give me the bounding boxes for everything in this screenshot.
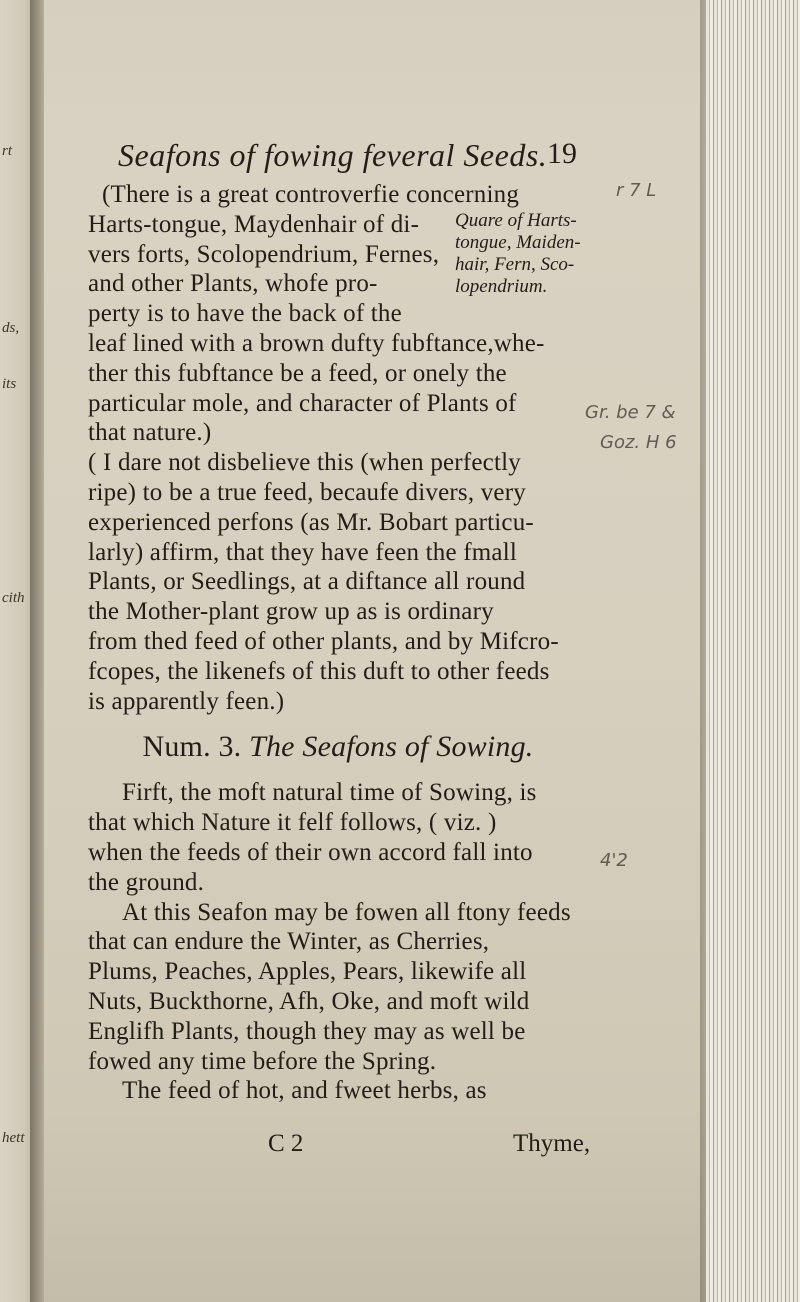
text-line: ripe) to be a true feed, becaufe divers, very [88,478,526,506]
text-line: leaf lined with a brown dufty fubftance,whe- [88,329,545,357]
text-line: the Mother-plant grow up as is ordinary [88,598,494,626]
text-line: perty is to have the back of the [88,300,402,328]
text-line: the ground. [88,868,205,896]
text-line: At this Seafon may be fowen all ftony feeds [122,898,571,926]
handwritten-note: Goz. H 6 [600,432,677,453]
margin-fragment: hett [2,1130,25,1146]
text-line: Englifh Plants, though they may as well be [88,1017,526,1045]
text-line: Nuts, Buckthorne, Afh, Oke, and moft wild [88,987,530,1015]
catchword: Thyme, [513,1130,591,1157]
text-line: fcopes, the likenefs of this duft to other feeds [88,657,550,685]
margin-fragment: cith [2,590,25,606]
text-line: larly) affirm, that they have feen the fmall [88,538,517,566]
handwritten-note: r 7 L [616,180,657,201]
text-line: from thed feed of other plants, and by Mifcro- [88,627,559,655]
section-number: Num. 3. [142,730,242,764]
text-line: Harts-tongue, Maydenhair of di- [88,210,420,238]
margin-fragment: ds, [2,320,20,336]
text-line: (There is a great controverfie concerning [102,181,520,208]
page-body [88,180,648,1106]
signature-mark: C 2 [268,1130,304,1157]
text-line: vers forts, Scolopendrium, Fernes, [88,240,440,268]
text-line: that which Nature it felf follows, ( viz. ) [88,809,497,837]
text-line: fowed any time before the Spring. [88,1047,437,1075]
handwritten-note: Gr. be 7 & [585,402,676,423]
text-line: The feed of hot, and fweet herbs, as [122,1077,487,1105]
text-line: when the feeds of their own accord fall into [88,838,533,866]
margin-fragment: its [2,376,17,392]
text-line: Firft, the moft natural time of Sowing, is [122,779,537,807]
margin-fragment: rt [2,143,13,159]
text-line: Plums, Peaches, Apples, Pears, likewife all [88,958,527,986]
running-title: Seafons of fowing feveral Seeds. [118,137,548,173]
text-line: ( I dare not disbelieve this (when perfectly [88,449,521,477]
side-note-line: tongue, Maiden- [455,232,581,253]
side-note-line: hair, Fern, Sco- [455,254,575,275]
text-line: experienced perfons (as Mr. Bobart particu- [88,508,534,536]
text-line: Plants, or Seedlings, at a diftance all round [88,568,526,596]
text-line: is apparently feen.) [88,687,285,715]
text-line: and other Plants, whofe pro- [88,270,378,298]
side-note-line: Quare of Harts- [455,210,577,231]
section-title: The Seafons of Sowing. [249,730,534,764]
section-heading [88,716,648,778]
page-number: 19 [547,137,577,170]
text-line: ther this fubftance be a feed, or onely the [88,359,507,387]
text-line: particular mole, and character of Plants of [88,389,517,417]
text-line: that nature.) [88,419,212,447]
handwritten-note: 4'2 [600,850,628,871]
fore-edge-pages [706,0,800,1302]
side-note-line: lopendrium. [455,276,548,297]
text-line: that can endure the Winter, as Cherries, [88,928,490,956]
